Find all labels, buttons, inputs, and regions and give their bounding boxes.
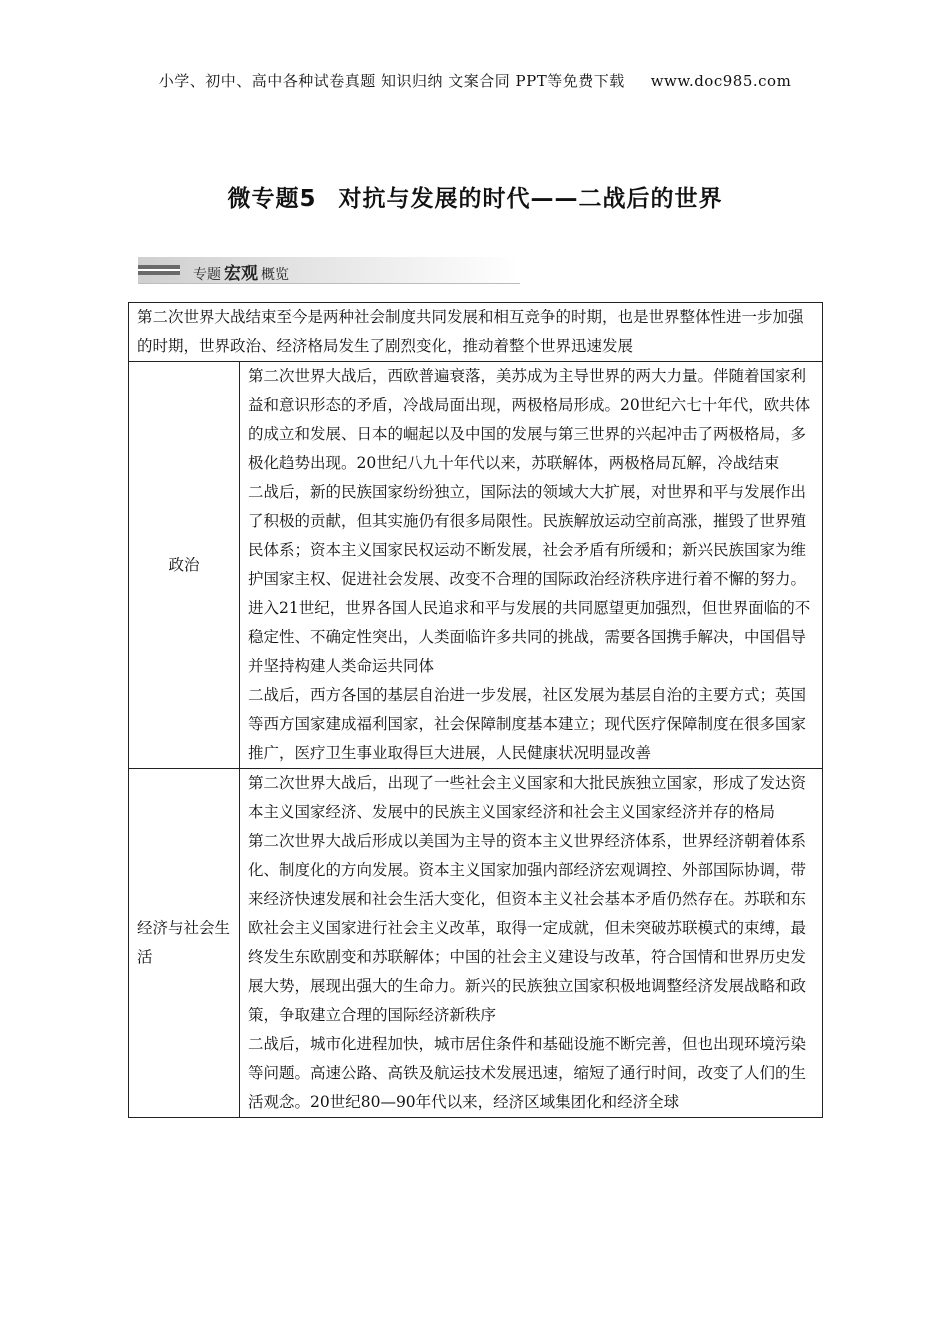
economy-para-1: 第二次世界大战后，出现了一些社会主义国家和大批民族独立国家，形成了发达资本主义国家经济、发展中的民族主义国家经济和社会主义国家经济并存的格局: [248, 774, 807, 821]
header-site: www.doc985.com: [650, 72, 792, 90]
page-title: [0, 180, 950, 213]
banner-pre: 专题: [193, 267, 221, 283]
title-part2: 对抗与发展的时代——二战后的世界: [338, 186, 723, 212]
section-banner: [138, 257, 520, 284]
table-row-economy: [129, 769, 823, 1118]
banner-emph: 宏观: [224, 264, 258, 284]
table-row-politics: [129, 362, 823, 769]
category-politics: 政治: [129, 362, 240, 769]
intro-cell: 第二次世界大战结束至今是两种社会制度共同发展和相互竞争的时期，也是世界整体性进一步加强的时期，世界政治、经济格局发生了剧烈变化，推动着整个世界迅速发展: [129, 303, 823, 362]
content-economy: [240, 769, 823, 1118]
banner-post: 概览: [261, 267, 289, 283]
banner-label: [193, 259, 289, 284]
economy-para-3: 二战后，城市化进程加快，城市居住条件和基础设施不断完善，但也出现环境污染等问题。高速公路、高铁及航运技术发展迅速，缩短了通行时间，改变了人们的生活观念。20世纪80—90年代以来，经济区域集团化和经济全球: [248, 1035, 807, 1111]
category-economy-society: 经济与社会生活: [129, 769, 240, 1118]
title-part1: 微专题5: [227, 186, 317, 212]
politics-para-2: 二战后，新的民族国家纷纷独立，国际法的领域大大扩展，对世界和平与发展作出了积极的贡献，但其实施仍有很多局限性。民族解放运动空前高涨，摧毁了世界殖民体系；资本主义国家民权运动不断发展，社会矛盾有所缓和；新兴民族国家为维护国家主权、促进社会发展、改变不合理的国际政治经济秩序进行着不懈的努力。进入21世纪，世界各国人民追求和平与发展的共同愿望更加强烈，但世界面临的不稳定性、不确定性突出，人类面临许多共同的挑战，需要各国携手解决，中国倡导并坚持构建人类命运共同体: [248, 483, 811, 675]
table-row-intro: [129, 303, 823, 362]
politics-para-3: 二战后，西方各国的基层自治进一步发展，社区发展为基层自治的主要方式；英国等西方国家建成福利国家，社会保障制度基本建立；现代医疗保障制度在很多国家推广，医疗卫生事业取得巨大进展，人民健康状况明显改善: [248, 686, 807, 762]
politics-para-1: 第二次世界大战后，西欧普遍衰落，美苏成为主导世界的两大力量。伴随着国家利益和意识形态的矛盾，冷战局面出现，两极格局形成。20世纪六七十年代，欧共体的成立和发展、日本的崛起以及中国的发展与第三世界的兴起冲击了两极格局，多极化趋势出现。20世纪八九十年代以来，苏联解体，两极格局瓦解，冷战结束: [248, 367, 811, 472]
page-header: [0, 70, 950, 91]
header-text: 小学、初中、高中各种试卷真题 知识归纳 文案合同 PPT等免费下载: [158, 72, 625, 90]
content-politics: [240, 362, 823, 769]
economy-para-2: 第二次世界大战后形成以美国为主导的资本主义世界经济体系，世界经济朝着体系化、制度化的方向发展。资本主义国家加强内部经济宏观调控、外部国际协调，带来经济快速发展和社会生活大变化，但资本主义社会基本矛盾仍然存在。苏联和东欧社会主义国家进行社会主义改革，取得一定成就，但未突破苏联模式的束缚，最终发生东欧剧变和苏联解体；中国的社会主义建设与改革，符合国情和世界历史发展大势，展现出强大的生命力。新兴的民族独立国家积极地调整经济发展战略和政策，争取建立合理的国际经济新秩序: [248, 832, 807, 1024]
banner-bar-decoration: [138, 265, 180, 275]
overview-table: [128, 302, 823, 1118]
